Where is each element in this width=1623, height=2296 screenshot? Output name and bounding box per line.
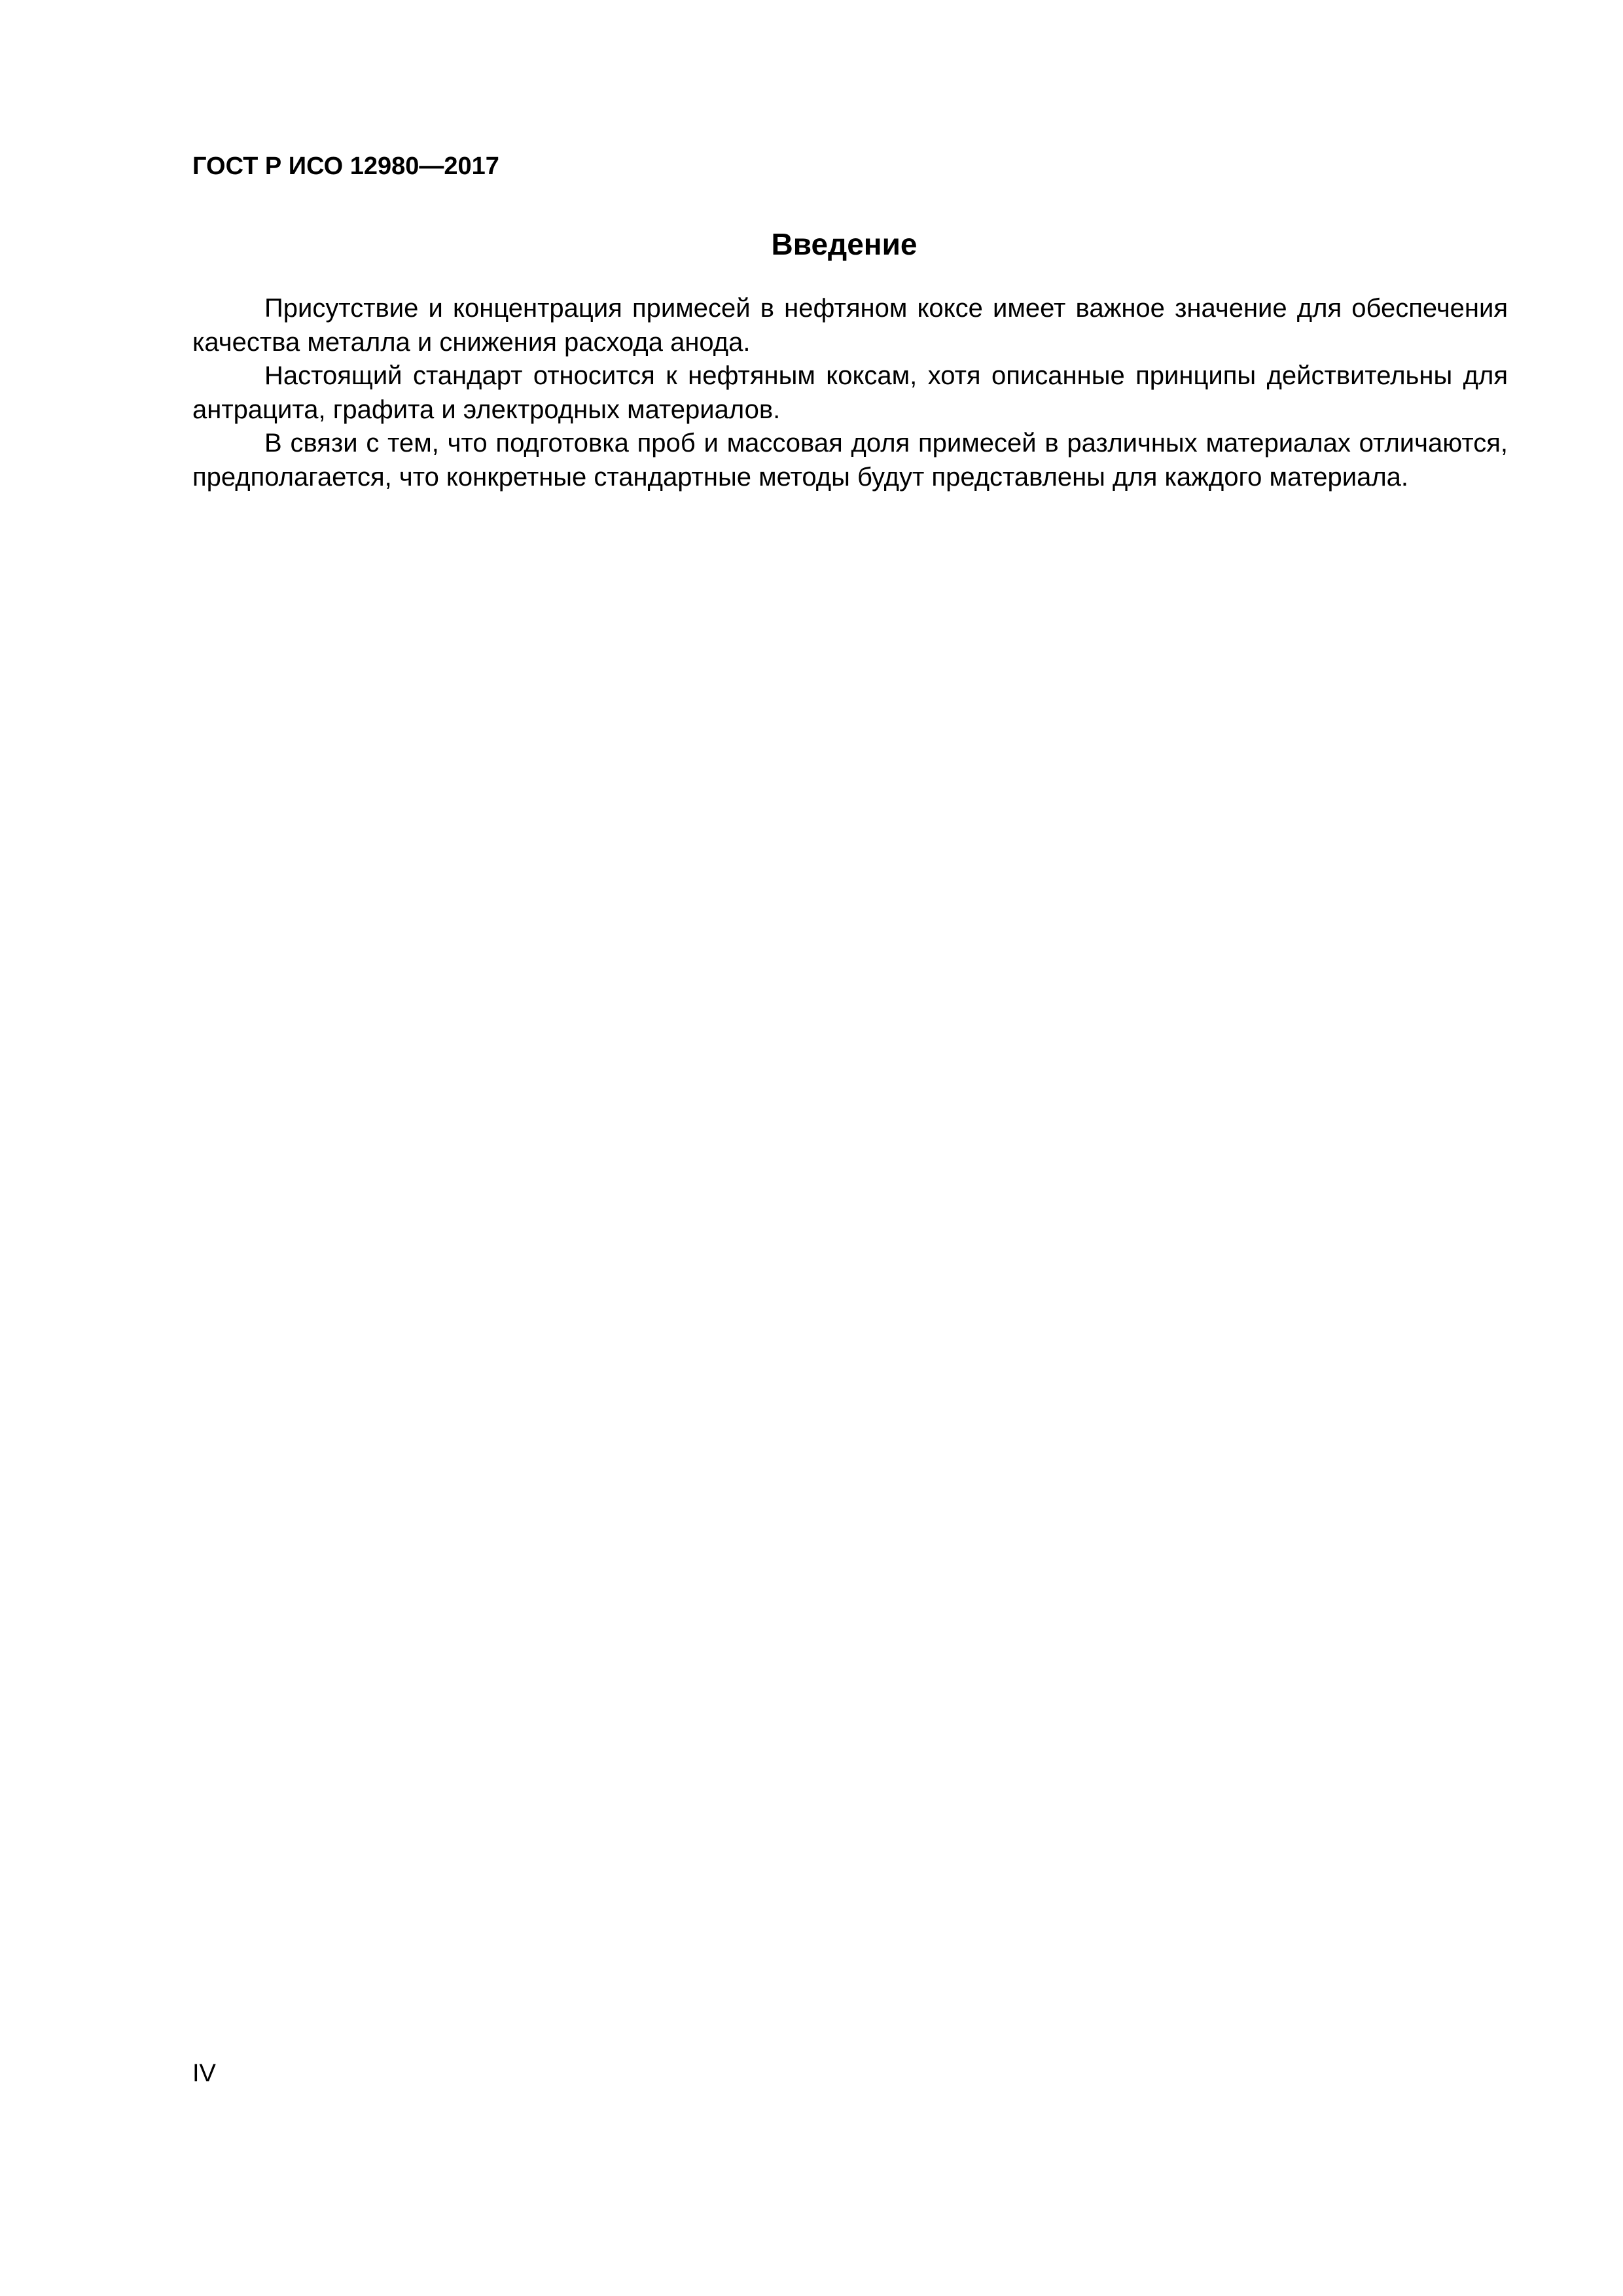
document-code: ГОСТ Р ИСО 12980—2017	[192, 152, 499, 180]
paragraph: Настоящий стандарт относится к нефтяным коксам, хотя описанные принципы действительны для антрацита, графита и электродных материалов.	[192, 361, 1508, 424]
body-text	[192, 292, 1508, 494]
paragraph: Присутствие и концентрация примесей в нефтяном коксе имеет важное значение для обеспечения качества металла и снижения расхода анода.	[192, 294, 1508, 357]
section-title: Введение	[771, 227, 918, 261]
paragraph: В связи с тем, что подготовка проб и массовая доля примесей в различных материалах отличаются, предполагается, что конкретные стандартные методы будут представлены для каждого материала.	[192, 429, 1508, 492]
page-number: IV	[192, 2060, 216, 2087]
